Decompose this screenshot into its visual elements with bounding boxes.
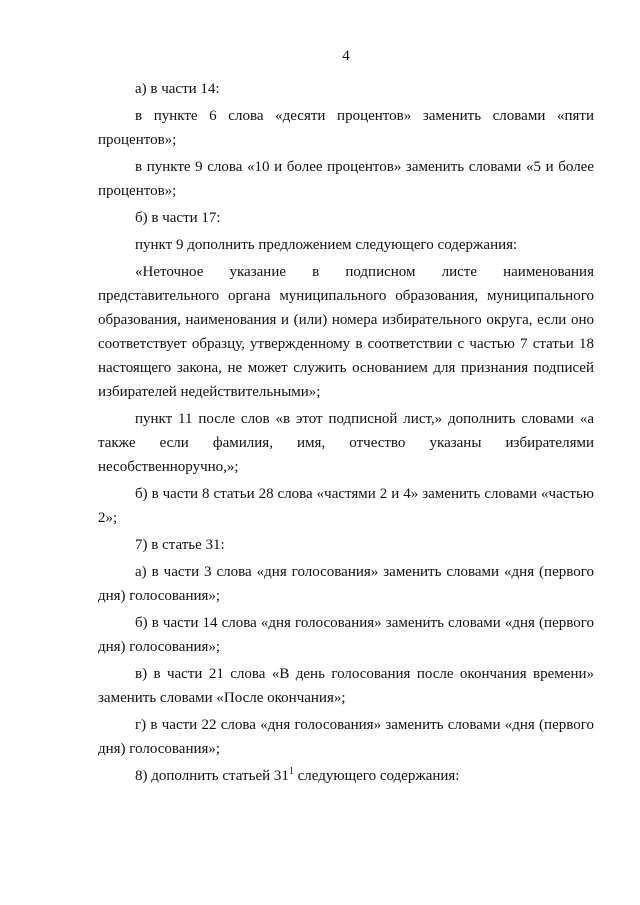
page-number: 4 — [342, 48, 350, 64]
paragraph-point-9: в пункте 9 слова «10 и более процентов» заменить словами «5 и более процентов»; — [98, 159, 594, 199]
paragraph-point-9-supplement: пункт 9 дополнить предложением следующего содержания: — [135, 237, 518, 253]
paragraph-article-31: 7) в статье 31: — [135, 537, 225, 553]
paragraph-point-6: в пункте 6 слова «десяти процентов» заменить словами «пяти процентов»; — [98, 108, 594, 148]
paragraph-article-31-1-text: 8) дополнить статьей 31 — [135, 768, 289, 784]
paragraph-part-14-voting: б) в части 14 слова «дня голосования» заменить словами «дня (первого дня) голосования»; — [98, 615, 594, 655]
paragraph-part-21: в) в части 21 слова «В день голосования после окончания времени» заменить словами «После окончания»; — [98, 666, 594, 706]
paragraph-part-3: а) в части 3 слова «дня голосования» заменить словами «дня (первого дня) голосования»; — [98, 564, 594, 604]
paragraph-point-11: пункт 11 после слов «в этот подписной лист,» дополнить словами «а также если фамилия, имя, отчество указаны избирателями несобственноручно,»; — [98, 411, 594, 475]
paragraph-article-31-1-tail: следующего содержания: — [293, 768, 460, 784]
paragraph-quoted-amendment: «Неточное указание в подписном листе наименования представительного органа муниципального образования, муниципального образования, наименования и (или) номера избирательного округа, если оно соответствует образцу, утвержденному в соответствии с частью 7 статьи 18 настоящего закона, не может служить основанием для признания подписей избирателей недействительными»; — [98, 264, 594, 400]
paragraph-part-17: б) в части 17: — [135, 210, 221, 226]
paragraph-article-28: б) в части 8 статьи 28 слова «частями 2 и 4» заменить словами «частью 2»; — [98, 486, 594, 526]
paragraph-part-14: а) в части 14: — [135, 81, 220, 97]
paragraph-article-31-1 — [98, 764, 594, 788]
article-superscript: 1 — [288, 766, 294, 777]
paragraph-part-22: г) в части 22 слова «дня голосования» заменить словами «дня (первого дня) голосования»; — [98, 717, 594, 757]
